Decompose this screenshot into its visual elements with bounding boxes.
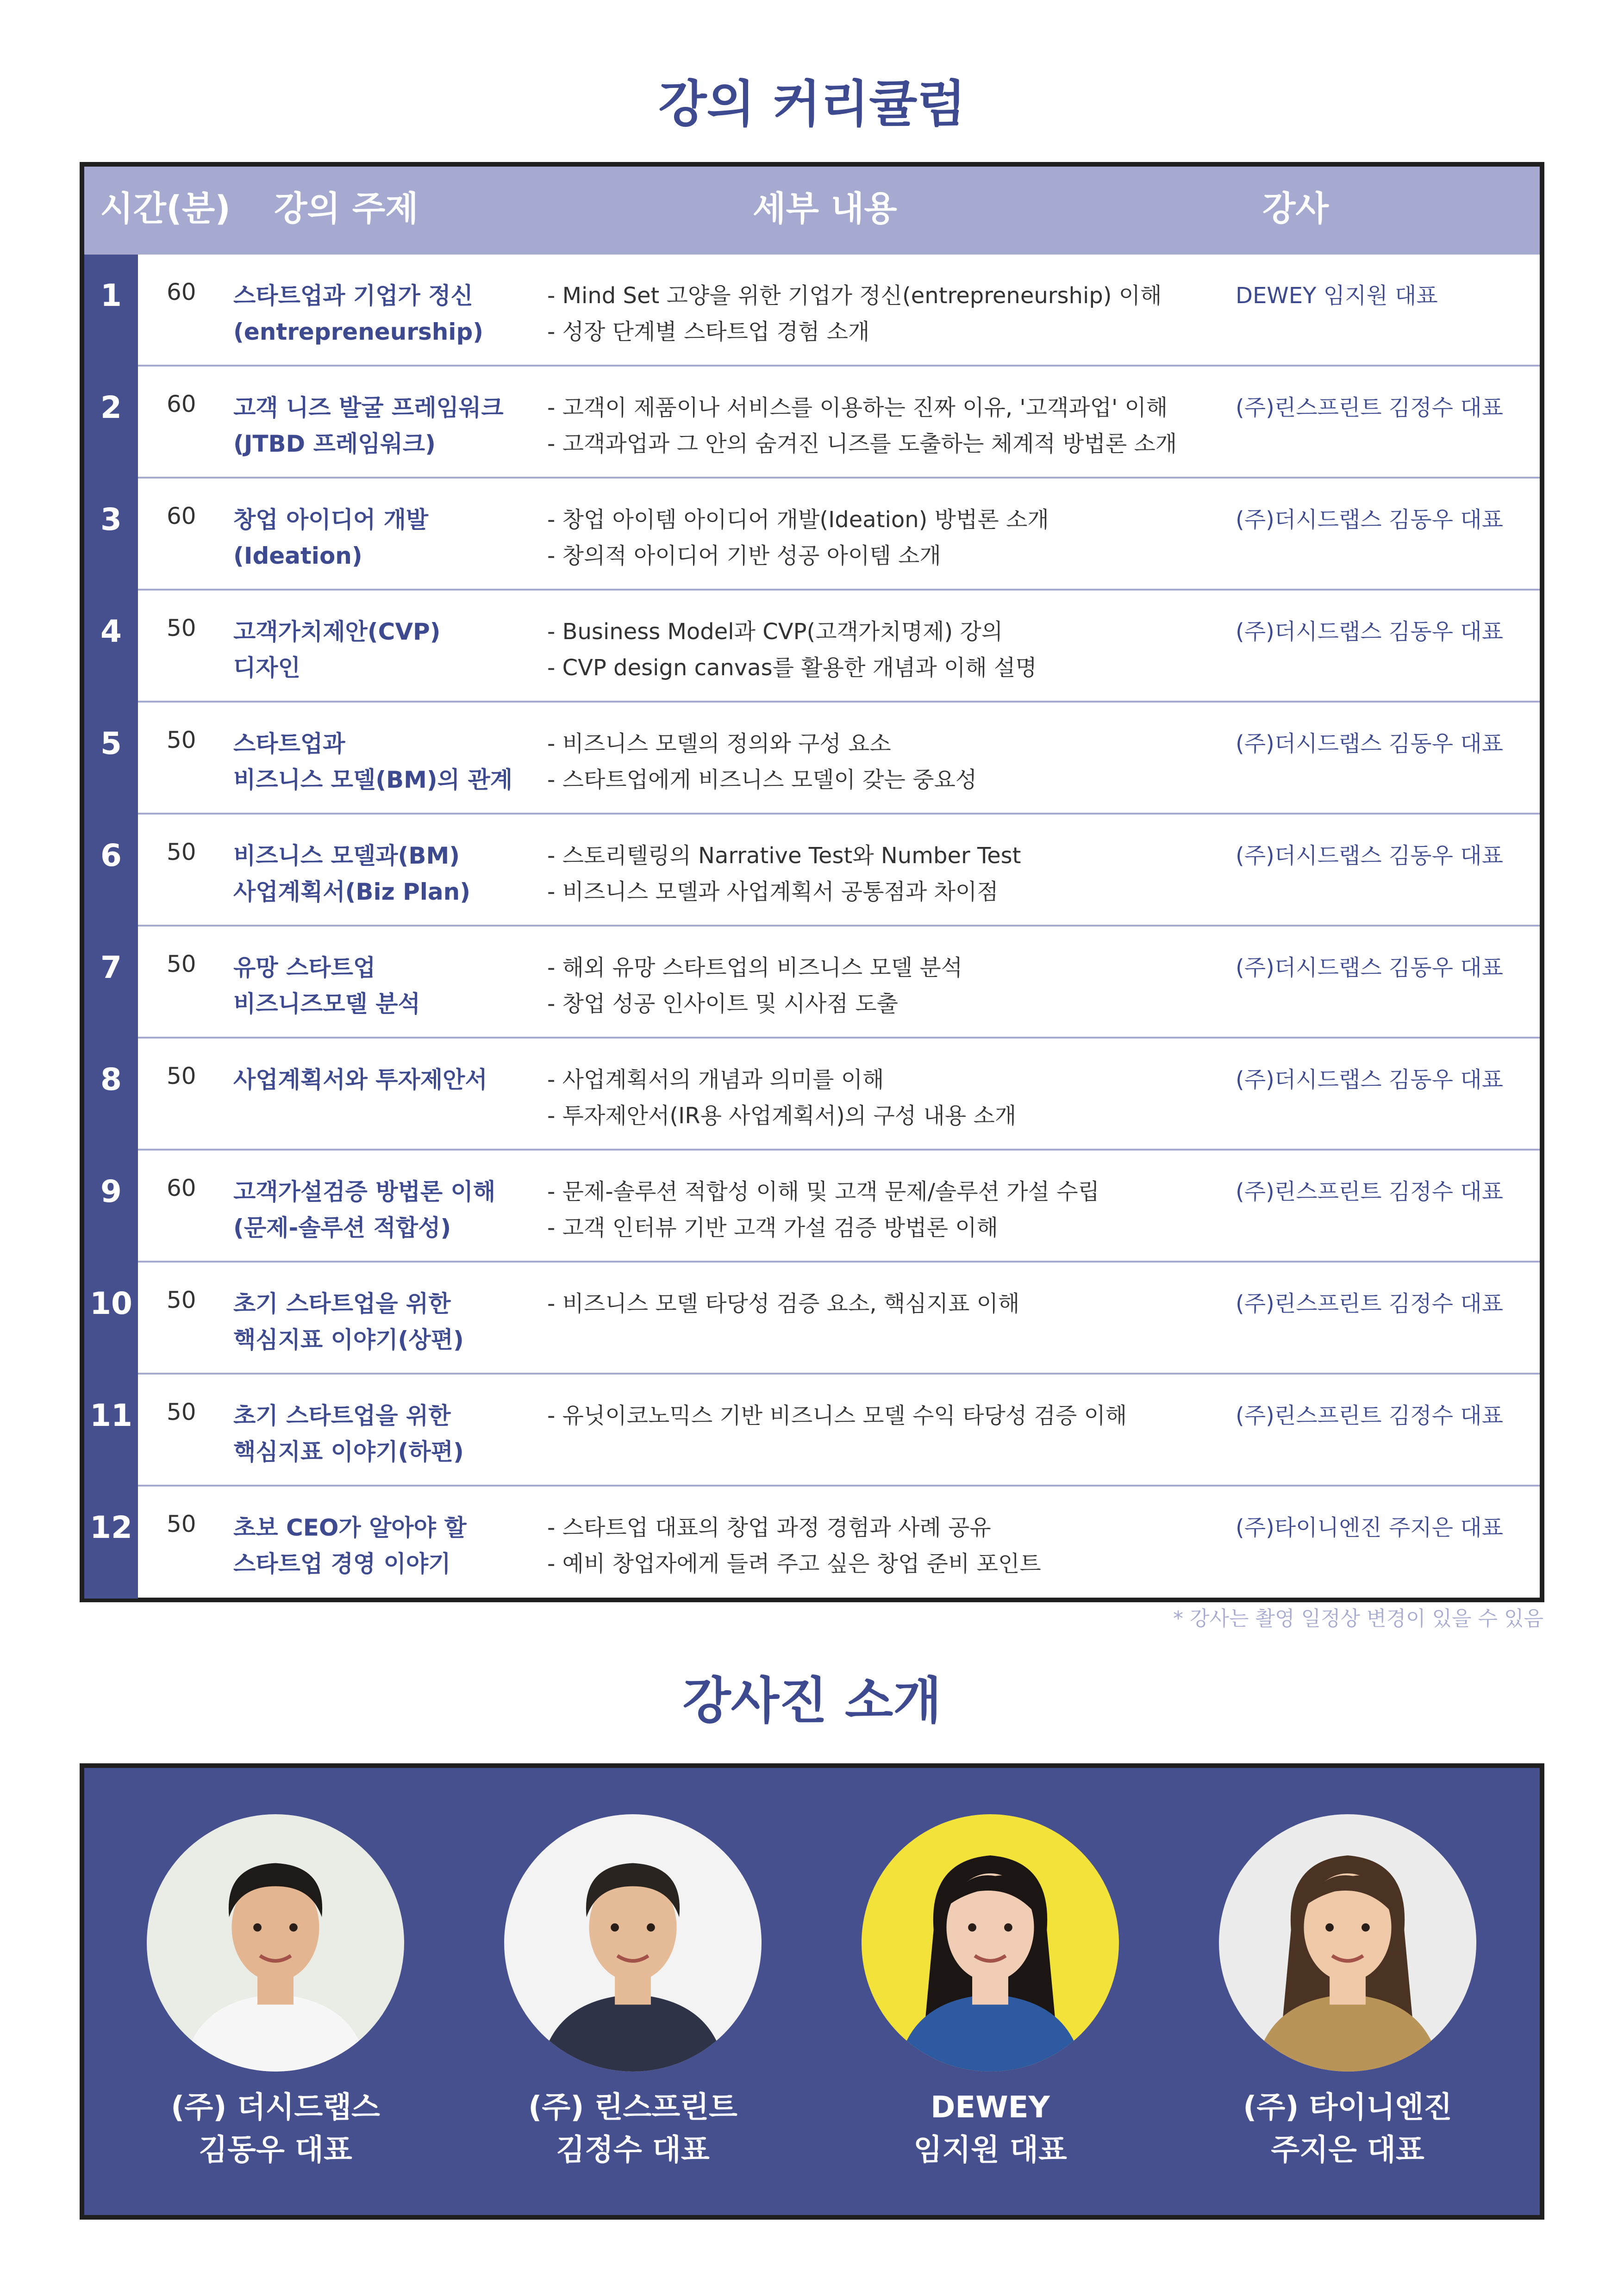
instructors-panel <box>80 1763 1544 2220</box>
instructor-card <box>93 1768 458 2215</box>
instructor-photo <box>862 1814 1119 2072</box>
row-number: 10 <box>84 1263 138 1375</box>
instructor-card <box>450 1768 816 2215</box>
row-instructor: (주)더시드랩스 김동우 대표 <box>1236 955 1504 981</box>
topic-line: (문제-솔루션 적합성) <box>233 1214 451 1241</box>
row-minutes: 50 <box>167 727 196 753</box>
row-detail <box>547 502 1232 574</box>
row-minutes: 50 <box>167 1287 196 1313</box>
row-instructor: (주)더시드랩스 김동우 대표 <box>1236 843 1504 869</box>
row-detail <box>547 726 1232 798</box>
header-time: 시간(분) <box>100 189 231 229</box>
row-detail <box>547 1174 1232 1246</box>
row-instructor: (주)더시드랩스 김동우 대표 <box>1236 619 1504 645</box>
detail-line: - 비즈니스 모델 타당성 검증 요소, 핵심지표 이해 <box>547 1291 1020 1317</box>
detail-line: - 문제-솔루션 적합성 이해 및 고객 문제/솔루션 가설 수립 <box>547 1179 1099 1205</box>
row-detail <box>547 278 1232 350</box>
topic-line: 초기 스타트업을 위한 <box>233 1290 451 1317</box>
row-topic <box>233 950 530 1022</box>
topic-line: 스타트업 경영 이야기 <box>233 1550 451 1577</box>
instructor-title: 김정수 대표 <box>556 2133 710 2167</box>
topic-line: 초기 스타트업을 위한 <box>233 1402 451 1429</box>
detail-line: - 사업계획서의 개념과 의미를 이해 <box>547 1067 884 1093</box>
row-instructor: (주)린스프린트 김정수 대표 <box>1236 1403 1504 1429</box>
table-row <box>84 703 1540 815</box>
row-minutes: 50 <box>167 1399 196 1425</box>
topic-line: (JTBD 프레임워크) <box>233 430 436 457</box>
row-minutes: 50 <box>167 1511 196 1537</box>
header-instructor: 강사 <box>1262 189 1329 229</box>
row-topic <box>233 614 530 686</box>
instructor-company: DEWEY <box>931 2091 1050 2125</box>
instructor-name <box>93 2086 458 2172</box>
row-minutes: 60 <box>167 1175 196 1201</box>
instructor-name <box>807 2086 1173 2172</box>
row-topic <box>233 1174 530 1246</box>
detail-line: - 스토리텔링의 Narrative Test와 Number Test <box>547 843 1021 869</box>
table-row <box>84 1039 1540 1151</box>
row-number: 5 <box>84 703 138 815</box>
table-row <box>84 1487 1540 1599</box>
table-row <box>84 1375 1540 1487</box>
instructor-name <box>1165 2086 1530 2172</box>
detail-line: - 성장 단계별 스타트업 경험 소개 <box>547 319 870 345</box>
instructor-title: 김동우 대표 <box>199 2133 352 2167</box>
row-number: 11 <box>84 1375 138 1487</box>
row-detail <box>547 1062 1232 1134</box>
instructor-photo <box>504 1814 762 2072</box>
table-row <box>84 479 1540 591</box>
detail-line: - Business Model과 CVP(고객가치명제) 강의 <box>547 619 1003 645</box>
row-instructor: (주)더시드랩스 김동우 대표 <box>1236 507 1504 533</box>
table-row <box>84 927 1540 1039</box>
detail-line: - 창의적 아이디어 기반 성공 아이템 소개 <box>547 543 941 569</box>
portrait-illustration <box>504 1814 762 2072</box>
row-number: 2 <box>84 367 138 479</box>
row-number: 7 <box>84 927 138 1039</box>
detail-line: - 비즈니스 모델의 정의와 구성 요소 <box>547 731 891 757</box>
table-header <box>84 167 1540 255</box>
table-row <box>84 1151 1540 1263</box>
instructor-card <box>1165 1768 1530 2215</box>
topic-line: 핵심지표 이야기(상편) <box>233 1326 464 1353</box>
header-detail: 세부 내용 <box>753 189 897 229</box>
row-topic <box>233 1286 530 1358</box>
topic-line: (entrepreneurship) <box>233 318 484 345</box>
row-number: 8 <box>84 1039 138 1151</box>
row-topic <box>233 726 530 798</box>
table-row <box>84 1263 1540 1375</box>
topic-line: (Ideation) <box>233 542 362 569</box>
detail-line: - 투자제안서(IR용 사업계획서)의 구성 내용 소개 <box>547 1103 1017 1129</box>
portrait-illustration <box>1219 1814 1476 2072</box>
row-number: 9 <box>84 1151 138 1263</box>
detail-line: - 스타트업 대표의 창업 과정 경험과 사례 공유 <box>547 1515 991 1541</box>
topic-line: 스타트업과 <box>233 730 345 757</box>
instructor-photo <box>1219 1814 1476 2072</box>
row-detail <box>547 838 1232 910</box>
table-row <box>84 815 1540 927</box>
detail-line: - 고객과업과 그 안의 숨겨진 니즈를 도출하는 체계적 방법론 소개 <box>547 431 1177 457</box>
portrait-illustration <box>862 1814 1119 2072</box>
row-detail <box>547 390 1232 462</box>
row-topic <box>233 1062 530 1098</box>
topic-line: 비즈니스 모델과(BM) <box>233 842 460 869</box>
detail-line: - 고객 인터뷰 기반 고객 가설 검증 방법론 이해 <box>547 1215 999 1241</box>
schedule-note: * 강사는 촬영 일정상 변경이 있을 수 있음 <box>1173 1607 1543 1630</box>
table-row <box>84 255 1540 367</box>
instructor-company: (주) 타이니엔진 <box>1243 2091 1452 2125</box>
row-detail <box>547 1286 1232 1322</box>
detail-line: - Mind Set 고양을 위한 기업가 정신(entrepreneurship) 이해 <box>547 283 1162 309</box>
detail-line: - 예비 창업자에게 들려 주고 싶은 창업 준비 포인트 <box>547 1551 1041 1577</box>
row-minutes: 50 <box>167 615 196 641</box>
instructor-company: (주) 린스프린트 <box>528 2091 737 2125</box>
row-topic <box>233 838 530 910</box>
topic-line: 유망 스타트업 <box>233 954 376 981</box>
detail-line: - 창업 아이템 아이디어 개발(Ideation) 방법론 소개 <box>547 507 1049 533</box>
detail-line: - 비즈니스 모델과 사업계획서 공통점과 차이점 <box>547 879 999 905</box>
topic-line: 사업계획서(Biz Plan) <box>233 878 471 905</box>
row-topic <box>233 1398 530 1470</box>
row-instructor: (주)더시드랩스 김동우 대표 <box>1236 731 1504 757</box>
instructor-title: 임지원 대표 <box>913 2133 1067 2167</box>
detail-line: - CVP design canvas를 활용한 개념과 이해 설명 <box>547 655 1037 681</box>
topic-line: 고객가치제안(CVP) <box>233 618 441 645</box>
row-detail <box>547 1510 1232 1582</box>
row-minutes: 50 <box>167 839 196 865</box>
instructor-title: 주지은 대표 <box>1271 2133 1424 2167</box>
row-instructor: DEWEY 임지원 대표 <box>1236 283 1438 309</box>
row-detail <box>547 614 1232 686</box>
row-number: 12 <box>84 1487 138 1599</box>
topic-line: 핵심지표 이야기(하편) <box>233 1438 464 1465</box>
portrait-illustration <box>147 1814 404 2072</box>
row-number: 3 <box>84 479 138 591</box>
row-instructor: (주)린스프린트 김정수 대표 <box>1236 395 1504 421</box>
row-topic <box>233 390 530 462</box>
row-minutes: 50 <box>167 951 196 977</box>
topic-line: 고객가설검증 방법론 이해 <box>233 1178 496 1205</box>
topic-line: 고객 니즈 발굴 프레임워크 <box>233 394 504 421</box>
curriculum-table <box>80 162 1544 1602</box>
topic-line: 스타트업과 기업가 정신 <box>233 282 473 309</box>
instructor-company: (주) 더시드랩스 <box>171 2091 380 2125</box>
row-detail <box>547 950 1232 1022</box>
instructor-photo <box>147 1814 404 2072</box>
row-minutes: 60 <box>167 503 196 529</box>
table-row <box>84 367 1540 479</box>
table-body <box>84 255 1540 1598</box>
instructor-name <box>450 2086 816 2172</box>
curriculum-title: 강의 커리큘럼 <box>658 75 966 133</box>
topic-line: 디자인 <box>233 654 300 681</box>
row-instructor: (주)타이니엔진 주지은 대표 <box>1236 1515 1504 1541</box>
header-topic: 강의 주제 <box>274 189 418 229</box>
detail-line: - 스타트업에게 비즈니스 모델이 갖는 중요성 <box>547 767 977 793</box>
topic-line: 초보 CEO가 알아야 할 <box>233 1514 467 1541</box>
row-number: 4 <box>84 591 138 703</box>
detail-line: - 창업 성공 인사이트 및 시사점 도출 <box>547 991 899 1017</box>
row-number: 6 <box>84 815 138 927</box>
detail-line: - 유닛이코노믹스 기반 비즈니스 모델 수익 타당성 검증 이해 <box>547 1403 1127 1429</box>
detail-line: - 해외 유망 스타트업의 비즈니스 모델 분석 <box>547 955 963 981</box>
row-detail <box>547 1398 1232 1434</box>
topic-line: 비즈니스 모델(BM)의 관계 <box>233 766 513 793</box>
row-instructor: (주)린스프린트 김정수 대표 <box>1236 1179 1504 1205</box>
row-minutes: 60 <box>167 391 196 417</box>
row-topic <box>233 502 530 574</box>
topic-line: 사업계획서와 투자제안서 <box>233 1066 487 1093</box>
row-instructor: (주)더시드랩스 김동우 대표 <box>1236 1067 1504 1093</box>
row-instructor: (주)린스프린트 김정수 대표 <box>1236 1291 1504 1317</box>
row-minutes: 50 <box>167 1063 196 1089</box>
row-number: 1 <box>84 255 138 367</box>
instructors-title: 강사진 소개 <box>682 1672 942 1730</box>
topic-line: 창업 아이디어 개발 <box>233 506 429 533</box>
row-topic <box>233 1510 530 1582</box>
instructor-card <box>807 1768 1173 2215</box>
detail-line: - 고객이 제품이나 서비스를 이용하는 진짜 이유, '고객과업' 이해 <box>547 395 1168 421</box>
row-topic <box>233 278 530 350</box>
table-row <box>84 591 1540 703</box>
topic-line: 비즈니즈모델 분석 <box>233 990 420 1017</box>
row-minutes: 60 <box>167 279 196 305</box>
